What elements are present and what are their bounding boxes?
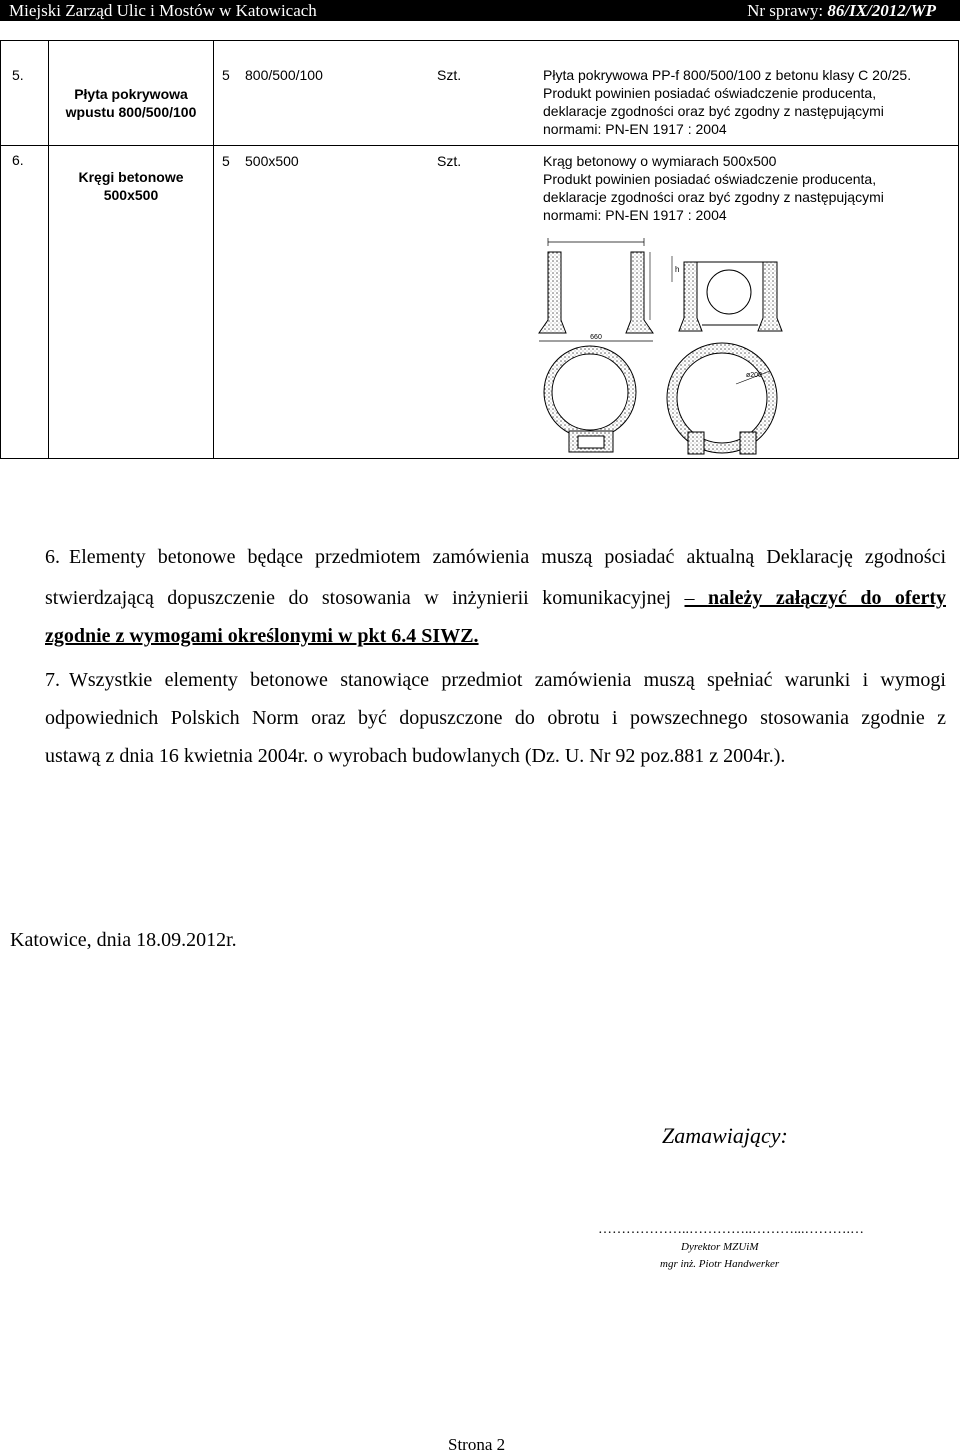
item-name-line: Płyta pokrywowa (74, 86, 188, 102)
top-view-ring-inner (552, 354, 628, 430)
item-quantity: 5 (222, 153, 230, 169)
description-line: Produkt powinien posiadać oświadczenie producenta, (543, 171, 877, 187)
page-number: Strona 2 (448, 1435, 506, 1454)
front-view-left-wall (679, 262, 702, 331)
description-line: deklaracje zgodności oraz być zgodny z następującymi (543, 189, 884, 205)
item-6-emphasis: należy załączyć do oferty (707, 587, 946, 609)
side-view-right-wall (626, 252, 653, 333)
side-view-left-wall (539, 252, 566, 333)
item-6-dash: – (684, 587, 695, 609)
item-7-line-1: Wszystkie elementy betonowe stanowiące przedmiot zamówienia muszą spełniać warunki i wymogi (69, 669, 946, 691)
cover-view-ring-inner (677, 353, 767, 443)
header-case-label: Nr sprawy: (747, 1, 824, 20)
table-border-left (0, 40, 1, 459)
description-line: normami: PN-EN 1917 : 2004 (543, 121, 727, 137)
item-name-line: wpustu 800/500/100 (65, 104, 197, 120)
signature-heading: Zamawiający: (662, 1123, 788, 1148)
top-view-base-opening (578, 436, 604, 448)
item-name-line: 500x500 (103, 187, 159, 203)
page-header-bar (0, 0, 960, 21)
item-7-line-2: odpowiednich Polskich Norm oraz być dopuszczone do obrotu i powszechnego stosowania zgodnie z (45, 707, 946, 729)
item-unit: Szt. (437, 67, 462, 83)
item-6-line-2-text: stwierdzającą dopuszczenie do stosowania w inżynierii komunikacyjnej (45, 587, 672, 609)
table-border-bottom (0, 458, 959, 459)
drawing-label-diameter: ø200 (746, 372, 762, 379)
row-number: 6. (12, 152, 24, 168)
cover-view-left-leg (688, 432, 704, 454)
item-name (49, 168, 213, 204)
drawing-label-width: 660 (590, 334, 602, 341)
item-7-number: 7. (45, 669, 60, 691)
item-7-line-3: ustawą z dnia 16 kwietnia 2004r. o wyrobach budowlanych (Dz. U. Nr 92 poz.881 z 2004r.). (45, 745, 786, 767)
description-line: normami: PN-EN 1917 : 2004 (543, 207, 727, 223)
item-6-number: 6. (45, 546, 60, 568)
header-case-number (747, 0, 936, 21)
description-line: Produkt powinien posiadać oświadczenie producenta, (543, 85, 877, 101)
front-view-pipe-opening (707, 270, 751, 314)
table-border-top (0, 40, 959, 41)
item-size: 500x500 (245, 153, 299, 169)
item-6-line-3: zgodnie z wymogami określonymi w pkt 6.4 SIWZ. (45, 625, 479, 647)
item-description (543, 66, 911, 138)
header-case-value: 86/IX/2012/WP (827, 1, 936, 20)
table-row-divider (0, 145, 959, 146)
item-name-line: Kręgi betonowe (78, 169, 184, 185)
front-view-right-wall (758, 262, 782, 331)
cover-view-right-leg (740, 432, 756, 454)
item-quantity: 5 (222, 67, 230, 83)
item-name (49, 85, 213, 121)
signature-line: ………………..…………..………...……….… (598, 1222, 864, 1237)
item-unit: Szt. (437, 153, 462, 169)
concrete-ring-drawing (536, 232, 788, 456)
place-and-date: Katowice, dnia 18.09.2012r. (10, 929, 237, 951)
item-6-line-1: Elementy betonowe będące przedmiotem zamówienia muszą posiadać aktualną Deklarację zgodności (69, 546, 946, 568)
row-number: 5. (12, 67, 24, 83)
drawing-label-height: h (675, 265, 680, 274)
table-border-right (958, 40, 959, 459)
item-6-requirement (685, 587, 947, 609)
table-column-divider-2 (213, 40, 214, 459)
item-6-line-2 (45, 586, 946, 610)
description-line: Krąg betonowy o wymiarach 500x500 (543, 153, 777, 169)
signature-name: mgr inż. Piotr Handwerker (660, 1258, 780, 1270)
item-size: 800/500/100 (245, 67, 323, 83)
description-line: Płyta pokrywowa PP-f 800/500/100 z betonu klasy C 20/25. (543, 67, 912, 83)
description-line: deklaracje zgodności oraz być zgodny z następującymi (543, 103, 884, 119)
item-description (543, 152, 884, 224)
header-organization: Miejski Zarząd Ulic i Mostów w Katowicach (9, 1, 317, 20)
signature-title: Dyrektor MZUiM (681, 1241, 759, 1253)
